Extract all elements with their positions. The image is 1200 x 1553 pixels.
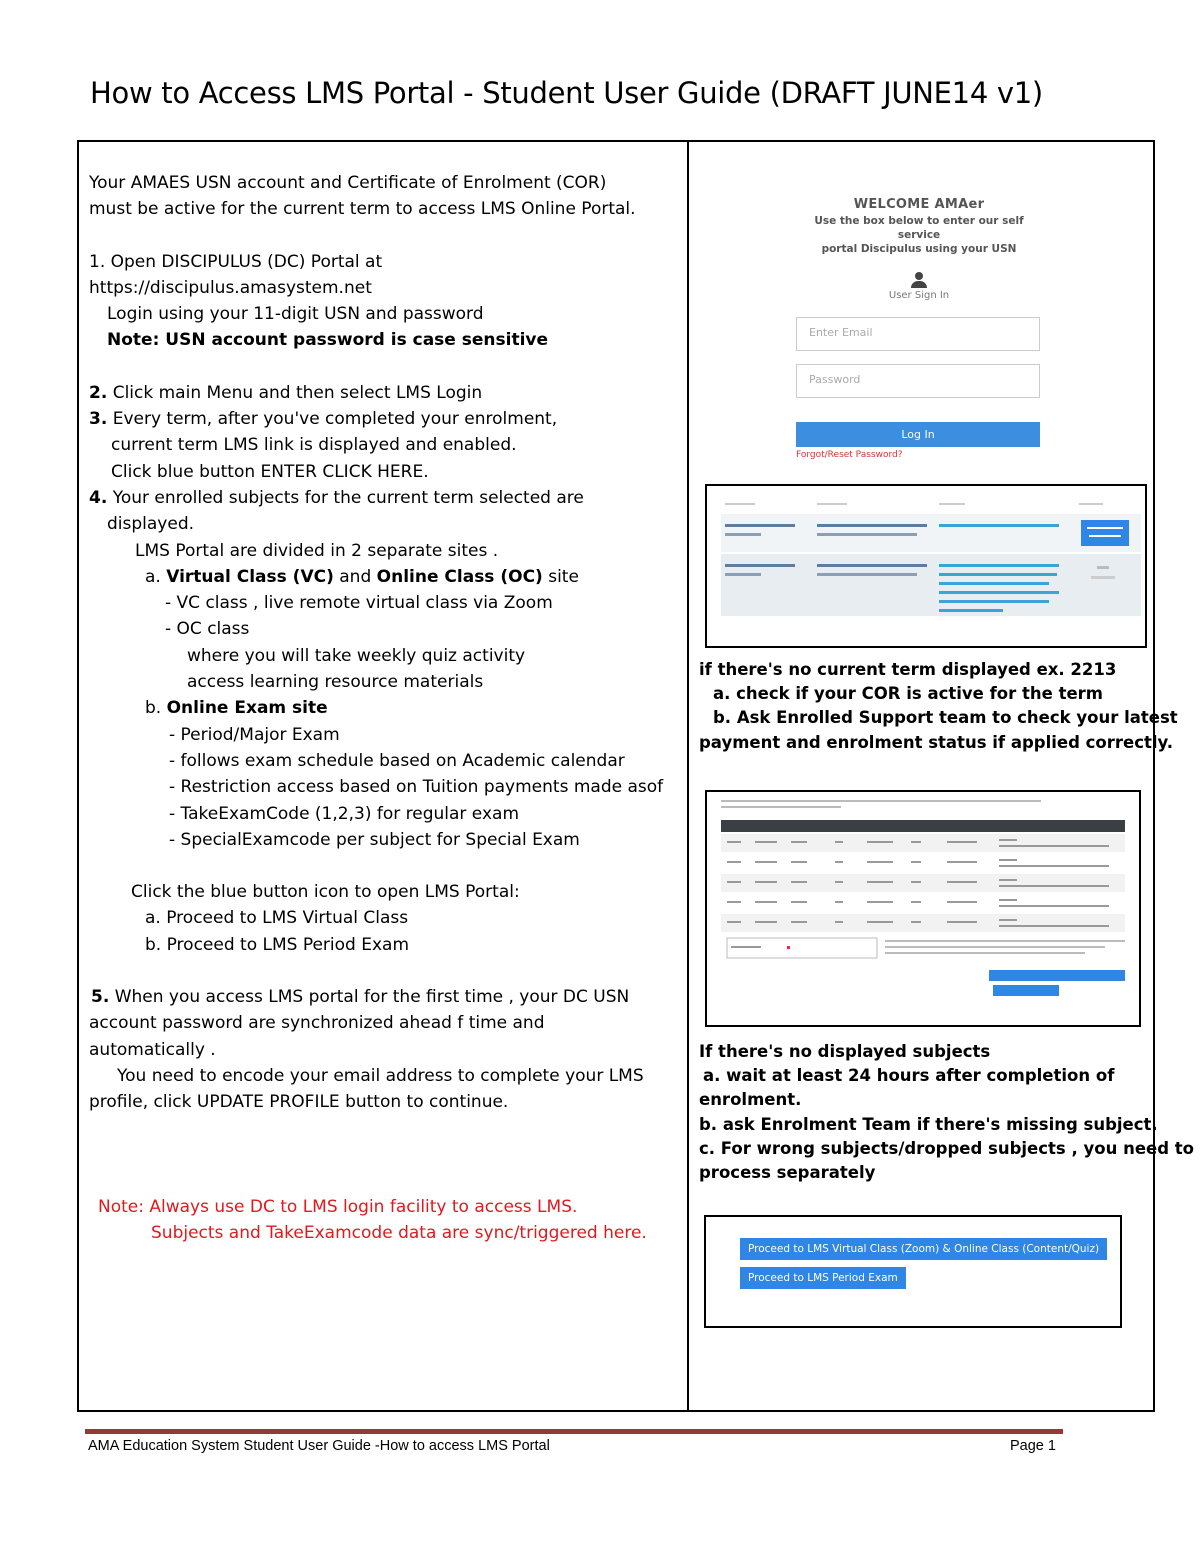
- note-line: If there's no displayed subjects: [699, 1042, 991, 1061]
- step-4-line: - OC class: [165, 619, 250, 640]
- note-line: c. For wrong subjects/dropped subjects , you need to: [699, 1138, 1194, 1158]
- step-4-line: where you will take weekly quiz activity: [187, 645, 526, 666]
- welcome-text: portal Discipulus using your USN: [821, 243, 1017, 255]
- step-4-line: - Restriction access based on Tuition payments made asof: [169, 777, 664, 798]
- email-field[interactable]: Enter Email: [796, 317, 1040, 351]
- note-line: a. wait at least 24 hours after completion of: [703, 1066, 1115, 1086]
- step-1-line: 1. Open DISCIPULUS (DC) Portal at: [89, 251, 383, 272]
- note-line: b. Ask Enrolled Support team to check your latest: [713, 708, 1178, 728]
- term-list-image: [707, 486, 1145, 646]
- footer-rule: [85, 1429, 1063, 1434]
- step-3-line: Click blue button ENTER CLICK HERE.: [111, 461, 429, 482]
- step-4-line: a. Proceed to LMS Virtual Class: [145, 908, 409, 929]
- intro-line: Your AMAES USN account and Certificate of Enrolment (COR): [89, 173, 607, 193]
- proceed-buttons-screenshot: [704, 1215, 1122, 1328]
- instructions-column: [89, 170, 681, 1246]
- step-5-line: You need to encode your email address to complete your LMS: [117, 1065, 644, 1086]
- forgot-password-link[interactable]: Forgot/Reset Password?: [796, 450, 903, 460]
- step-4-line: - TakeExamCode (1,2,3) for regular exam: [169, 803, 520, 824]
- proceed-virtual-class-button[interactable]: Proceed to LMS Virtual Class (Zoom) & Online Class (Content/Quiz): [740, 1238, 1107, 1260]
- step-4-exam: b. Online Exam site: [145, 698, 328, 719]
- term-list-screenshot: [705, 484, 1147, 648]
- lms-note: Note: Always use DC to LMS login facility to access LMS.: [98, 1196, 578, 1217]
- lms-note: Subjects and TakeExamcode data are sync/triggered here.: [151, 1222, 647, 1243]
- step-1-line: Login using your 11-digit USN and password: [107, 304, 484, 325]
- step-5-line: automatically .: [89, 1039, 216, 1060]
- subjects-table-image: [707, 792, 1139, 1025]
- step-4-line: displayed.: [107, 514, 195, 535]
- password-note: Note: USN account password is case sensitive: [107, 330, 549, 351]
- password-field[interactable]: Password: [796, 364, 1040, 398]
- note-line: if there's no current term displayed ex. 2213: [699, 660, 1117, 679]
- step-4-line: Click the blue button icon to open LMS Portal:: [131, 882, 520, 903]
- step-4-line: LMS Portal are divided in 2 separate sites .: [135, 540, 499, 561]
- welcome-text: Use the box below to enter our self service: [814, 215, 1024, 241]
- note-line: process separately: [699, 1163, 876, 1183]
- step-3-line: current term LMS link is displayed and enabled.: [111, 435, 517, 456]
- page-title: How to Access LMS Portal - Student User Guide (DRAFT JUNE14 v1): [90, 76, 1043, 110]
- step-5: 5. When you access LMS portal for the first time , your DC USN: [91, 987, 630, 1008]
- welcome-heading: WELCOME AMAer: [853, 197, 985, 212]
- step-5-line: account password are synchronized ahead f time and: [89, 1013, 545, 1034]
- step-5-line: profile, click UPDATE PROFILE button to continue.: [89, 1092, 509, 1113]
- intro-line: must be active for the current term to access LMS Online Portal.: [89, 199, 636, 220]
- footer-text: AMA Education System Student User Guide -How to access LMS Portal: [88, 1438, 550, 1454]
- login-button[interactable]: Log In: [796, 422, 1040, 447]
- user-sign-in-label: User Sign In: [888, 290, 950, 301]
- subjects-screenshot: [705, 790, 1141, 1027]
- note-line: enrolment.: [699, 1090, 802, 1110]
- no-subjects-note: [699, 1040, 1194, 1185]
- step-4-line: access learning resource materials: [187, 672, 484, 693]
- column-divider: [687, 140, 689, 1412]
- step-4-line: - follows exam schedule based on Academic calendar: [169, 750, 625, 771]
- page-number: Page 1: [1010, 1438, 1056, 1454]
- note-line: a. check if your COR is active for the term: [713, 684, 1103, 704]
- step-2: 2. Click main Menu and then select LMS Login: [89, 382, 483, 403]
- user-icon: [910, 272, 928, 288]
- step-4-line: b. Proceed to LMS Period Exam: [145, 934, 410, 955]
- portal-url: https://discipulus.amasystem.net: [89, 277, 372, 298]
- no-term-note: [699, 658, 1178, 755]
- step-4-line: - VC class , live remote virtual class via Zoom: [165, 593, 553, 614]
- step-4-line: - Period/Major Exam: [169, 724, 340, 745]
- step-4-sites: a. Virtual Class (VC) and Online Class (OC) site: [145, 566, 579, 587]
- note-line: payment and enrolment status if applied correctly.: [699, 732, 1174, 752]
- note-line: b. ask Enrolment Team if there's missing subject.: [699, 1114, 1158, 1134]
- step-3: 3. Every term, after you've completed your enrolment,: [89, 409, 558, 430]
- step-4-line: - SpecialExamcode per subject for Special Exam: [169, 829, 580, 850]
- proceed-period-exam-button[interactable]: Proceed to LMS Period Exam: [740, 1267, 906, 1289]
- login-screenshot: [796, 198, 1042, 468]
- step-4: 4. Your enrolled subjects for the current term selected are: [89, 487, 584, 508]
